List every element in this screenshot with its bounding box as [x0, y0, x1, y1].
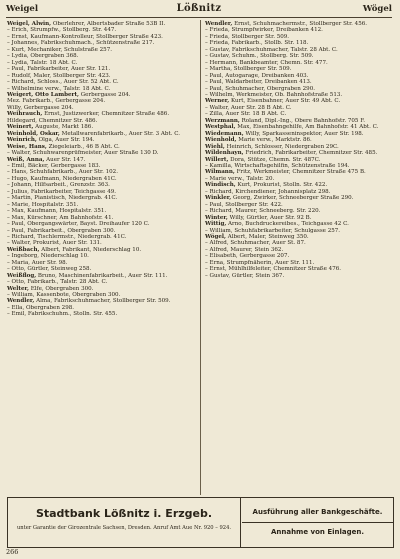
entry-details: Auer Str. 147. [44, 156, 86, 163]
entry-details: – Paul, Fabrikarbeit., Obergraben 300. [7, 227, 116, 234]
entry-details: – Ingeborg, Niederschlag 10. [7, 253, 89, 260]
header-rule [6, 17, 392, 18]
column-divider [200, 20, 201, 495]
entry-details: – Kamilla, Wirtschaftsgehilfin, Schützenstraße 194. [205, 162, 350, 169]
entry-details: – Kurt, Mechaniker, Schulstraße 257. [7, 46, 113, 53]
entry-details: Ziegeleiarb., 46 B Abt. C. [46, 143, 120, 150]
entry-details: – Julius, Fabrikarbeiter, Teichgasse 49. [7, 188, 117, 195]
entry-details: – Lydia, Obergraben 368. [7, 53, 79, 60]
directory-entry [205, 273, 392, 279]
entry-details: Albert, Maler, Steinweg 350. [225, 233, 309, 240]
entry-surname: Weißbach, [7, 246, 40, 253]
entry-details: Heinrich, Schlosser, Niedergraben 29C. [224, 143, 339, 150]
entry-details: – Zilla, Auer Str. 18 B Abt. C. [205, 111, 287, 118]
entry-surname: Winter, [205, 214, 228, 221]
entry-details: – Maria, Auer Str. 98. [7, 259, 68, 266]
entry-details: – Ernst, Kaufmann-Kontrolleur, Stollberger Straße 423. [7, 33, 163, 40]
entry-surname: Weihrauch, [7, 111, 43, 118]
ad-bank-name: Stadtbank Lößnitz i. Erzgeb. [35, 507, 213, 520]
entry-details: – Emil, Bäcker, Gerbergasse 183. [7, 162, 101, 169]
entry-details: Arno, Buchdruckereibes., Teichgasse 42 C. [226, 221, 349, 228]
page-header [6, 3, 392, 17]
right-column [205, 21, 392, 279]
entry-surname: Wildenhayn, [205, 150, 244, 157]
entry-surname: Weißflog, [7, 272, 37, 279]
entry-details: – Max, Kürschner, Am Bahnhofstr. 41. [7, 214, 114, 221]
entry-details: Max, Eisenbahngehilfe, Am Bahnhofstr. 41 Abt. C. [235, 124, 379, 131]
entry-details: – Lydia, Talstr. 18 Abt. C. [7, 59, 78, 66]
entry-surname: Wögel, [205, 233, 226, 240]
entry-details: – Marie verw., Talstr. 20. [205, 175, 275, 182]
entry-surname: Weinrich, [7, 137, 37, 144]
entry-details: Olga, Auer Str. 194. [36, 137, 95, 144]
entry-details: – Alfred, Schuhmacher, Auer St. 87. [205, 240, 306, 247]
entry-surname: Wilmann, [205, 169, 235, 176]
ad-service-deposits: Annahme von Einlagen. [270, 528, 365, 536]
ad-service-banking: Ausführung aller Bankgeschäfte. [252, 508, 383, 516]
entry-details: Alma, Fabrikschuhmacher, Stollberger Str. 509. [34, 298, 171, 305]
entry-details: – William, Schuhfabrikarbeiter, Schulgasse 257. [205, 227, 341, 234]
entry-details: Fritz, Werkmeister, Chemnitzer Straße 475 B. [234, 169, 366, 176]
entry-details: – Wilhelmine verw., Talstr. 18 Abt. C. [7, 85, 111, 92]
entry-details: – Wilhelm, Werkmeister, Ob. Bahnhofstraße 513. [205, 91, 343, 98]
entry-details: – Johannes, Fabrikschuhmach., Schützenstraße 217. [7, 40, 155, 47]
entry-surname: Wendler, [7, 298, 35, 305]
entry-details: – Walter, Schuhwarenprüfmeister, Auer Straße 130 D. [7, 150, 159, 157]
entry-details: – Frieda, Strumpfwirker, Dreibanken 412. [205, 27, 323, 34]
entry-details: Auguste, Markt 186. [33, 124, 94, 131]
entry-surname: Weise, Hans, [7, 143, 47, 150]
ad-divider [242, 522, 393, 523]
entry-details: Albert, Fabrikant, Niederschlag 10. [39, 246, 142, 253]
entry-surname: Windisch, [205, 182, 236, 189]
entry-details: Kurt, Eisenbahner, Auer Str. 49 Abt. C. [229, 98, 341, 105]
entry-details: – Gustav, Schuhm., Stollberg. Str. 509. [205, 53, 314, 60]
entry-details: – Otto, Gürtler, Steinweg 258. [7, 266, 92, 273]
entry-surname: Wendler, [205, 21, 233, 27]
entry-details: Elfe, Obergraben 300. [28, 285, 94, 292]
header-right-keyword: Wögel [362, 4, 392, 14]
entry-details: – Otto, Fabrikarb., Talstr. 28 Abt. C. [7, 279, 108, 286]
entry-details: Mez. Fabrikarb., Gerbergasse 204. [7, 98, 106, 105]
entry-surname: Werner, [205, 98, 230, 105]
entry-details: Willy, Sparkasseninspektor, Auer Str. 198. [243, 130, 364, 137]
entry-details: – Paul, Stollberger Str. 422. [205, 201, 283, 208]
entry-details: – Martha, Stollberger Str. 509. [205, 66, 292, 73]
entry-details: – Johann, Hilfsarbeit., Grenzstr. 363. [7, 182, 110, 189]
entry-surname: Wienhold, [205, 137, 237, 144]
entry-details: – Gustav, Fabrikschuhmacher, Talstr. 28 Abt. C. [205, 46, 338, 53]
entry-details: – Ernst, Mühlhilfeleiter, Chemnitzer Straße 476. [205, 266, 342, 273]
entry-surname: Weinhold, Oskar, [7, 130, 60, 137]
entry-details: – Erna, Strumpfnäherin, Auer Str. 111. [205, 259, 315, 266]
entry-details: – Paul, Schuhmacher, Obergraben 290. [205, 85, 315, 92]
entry-surname: Westphal, [205, 124, 236, 131]
entry-details: – Frieda, Fabrikarb., Stollb. Str. 118. [205, 40, 309, 47]
entry-details: Georg, Zwirker, Schneeberger Straße 290. [231, 195, 354, 202]
entry-details: – William, Kassenbote, Obergraben 300. [7, 292, 121, 299]
entry-surname: Willert, [205, 156, 229, 163]
ad-bank-guarantee: unter Garantie der Girozentrale Sachsen, Dresden. Anruf Amt Aue Nr. 920 – 924. [16, 525, 232, 531]
entry-details: – Paul, Fabrikarbeiter, Auer Str. 121. [7, 66, 111, 73]
entry-details: – Richard, Kirchendiener, Johannisplatz 298. [205, 188, 331, 195]
entry-details: – Ella, Obergraben 298. [7, 304, 75, 311]
entry-details: – Gustav, Gürtler, Stein 367. [205, 272, 285, 279]
entry-surname: Weinert, [7, 124, 34, 131]
ad-bank-box [8, 498, 241, 547]
entry-details: – Alfred, Maurer, Stein 362. [205, 246, 284, 253]
entry-details: – Emil, Fabrikschuhm., Stolln. Str. 455. [7, 311, 118, 318]
entry-details: – Walter, Prokurist, Auer Str. 131. [7, 240, 102, 247]
entry-details: – Richard, Schloss., Auer Str. 52 Abt. C. [7, 79, 119, 86]
entry-details: Hildegard, Chemnitzer Str. 486. [7, 117, 98, 124]
entry-details: Oberlehrer, Albertsbader Straße 53B II. [51, 21, 166, 27]
header-town-title: Lößnitz [176, 3, 222, 14]
entry-details: – Max, Kaufmann, Hospitalstr. 351. [7, 208, 107, 215]
entry-details: Metallwarenfabrikarb., Auer Str. 3 Abt. C. [59, 130, 181, 137]
directory-entry [7, 311, 195, 317]
entry-surname: Welter, [7, 285, 29, 292]
entry-details: Roland, Dipl.-Ing., Obere Bahnhofstr. 705 F. [239, 117, 365, 124]
entry-details: Friedrich, Fabrikarbeiter, Chemnitzer Str. 485. [243, 150, 378, 157]
entry-details: – Walter, Auer Str. 28 B Abt. C. [205, 104, 292, 111]
entry-details: – Marie, Hospitalstr. 351. [7, 201, 79, 208]
entry-details: Willy, Gerbergasse 204. [7, 104, 74, 111]
entry-surname: Wiehl, [205, 143, 225, 150]
entry-details: – Hans, Schuhfabrikarb., Auer Str. 102. [7, 169, 118, 176]
entry-surname: Weigel, Alwin, [7, 21, 52, 27]
entry-details: – Paul, Autogarage, Dreibanken 403. [205, 72, 309, 79]
entry-surname: Werzmann, [205, 117, 240, 124]
entry-surname: Wiedemann, [205, 130, 244, 137]
entry-surname: Weiß, Anna, [7, 156, 45, 163]
entry-surname: Weigert, Otto Lambert, [7, 91, 79, 98]
page-number: 266 [6, 548, 19, 556]
entry-details: Gerbergasse 204. [78, 91, 131, 98]
entry-details: Dora, Stütze, Chemn. Str. 487C. [228, 156, 321, 163]
entry-details: Ernst, Schuhmachermstr., Stollberger Str. 456. [232, 21, 368, 27]
entry-details: – Hugo, Kaufmann, Niedergraben 41C. [7, 175, 117, 182]
entry-details: Marie verw., Marktstr. 86. [236, 137, 312, 144]
entry-details: – Rudolf, Maler, Stollberger Str. 423. [7, 72, 111, 79]
entry-details: – Erich, Strumpfw., Stollberg. Str. 447. [7, 27, 117, 34]
entry-surname: Wittig, [205, 221, 227, 228]
entry-surname: Winkler, [205, 195, 232, 202]
entry-details: Bruno, Maschinenfabrikarbeit., Auer Str. 111. [36, 272, 168, 279]
header-left-keyword: Weigel [6, 4, 39, 14]
entry-details: – Paul, Obergangswärter, Bayst. Dreihaufer 120 C. [7, 221, 150, 228]
entry-details: – Paul, Waldarbeiter, Dreibanken 413. [205, 79, 312, 86]
entry-details: – Frieda, Stollberger Str. 509. [205, 33, 290, 40]
entry-details: Kurt, Prokurist, Stolln. Str. 422. [235, 182, 328, 189]
entry-details: Ernst, Justizwerker, Chemnitzer Straße 486. [42, 111, 170, 118]
entry-details: – Martin, Pianistisch, Niedergrab. 41C. [7, 195, 118, 202]
entry-details: Willy, Gürtler, Auer Str. 92 B. [227, 214, 312, 221]
entry-details: – Hermann, Bankbeamter, Chemn. Str. 477. [205, 59, 328, 66]
entry-details: – Richard, Maurer, Schneeberg. Str. 220. [205, 208, 321, 215]
entry-details: – Elisabeth, Gerbergasse 207. [205, 253, 290, 260]
entry-details: – Richard, Tischlermstr., Niedergrab. 41C. [7, 233, 127, 240]
ad-services-box [242, 498, 393, 547]
left-column [7, 21, 195, 318]
bank-advertisement [7, 497, 394, 548]
